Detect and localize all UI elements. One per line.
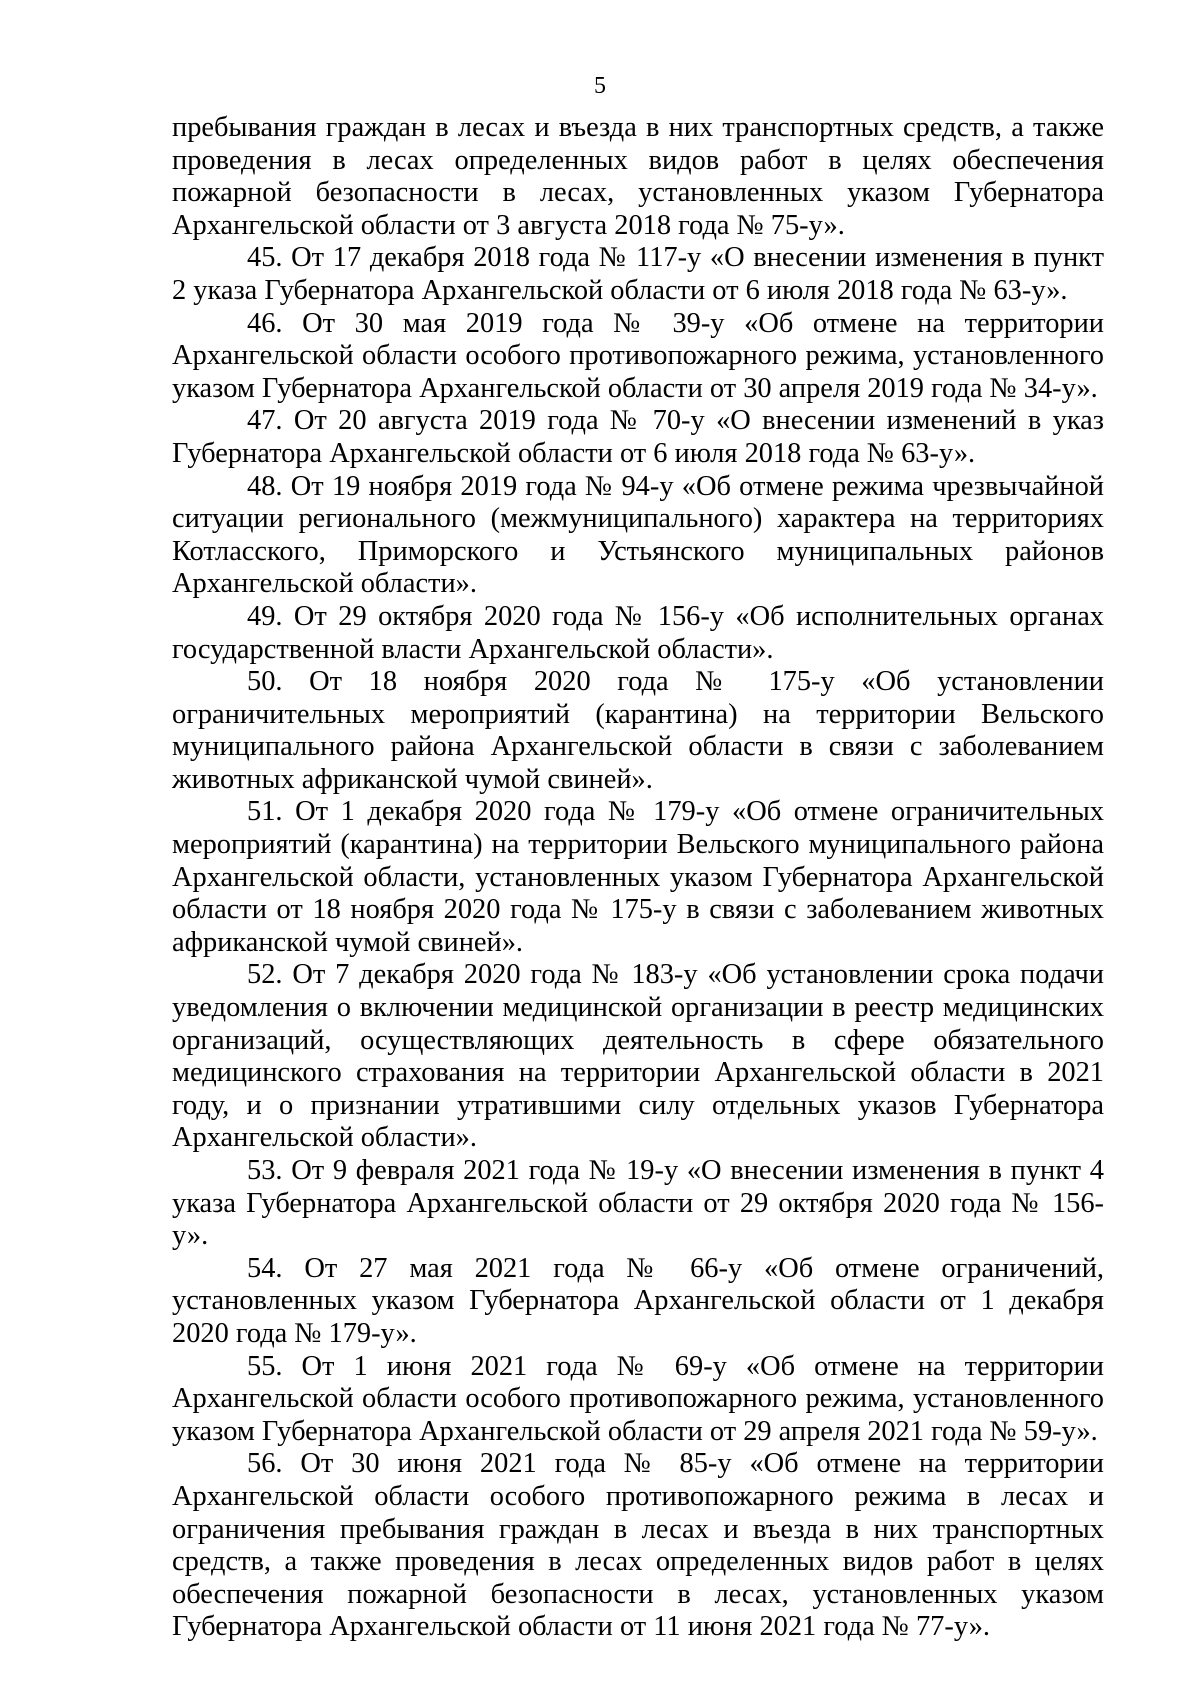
list-item-54: 54. От 27 мая 2021 года № 66-у «Об отмене ограничений, установленных указом Губернатора Архангельской области от 1 декабря 2020 года № 179-у». xyxy=(172,1252,1104,1349)
list-item-53: 53. От 9 февраля 2021 года № 19-у «О внесении изменения в пункт 4 указа Губернатора Архангельской области от 29 октября 2020 года № 156-у». xyxy=(172,1155,1104,1252)
page-number: 5 xyxy=(594,73,606,99)
list-item-51: 51. От 1 декабря 2020 года № 179-у «Об отмене ограничительных мероприятий (карантина) на территории Вельского муниципального района Архангельской области, установленных указом Губернатора Архангельской области от 18 ноября 2020 года № 175-у в связи с заболеванием животных африканской чумой свиней». xyxy=(172,796,1104,958)
list-item-56: 56. От 30 июня 2021 года № 85-у «Об отмене на территории Архангельской области особого противопожарного режима в лесах и ограничения пребывания граждан в лесах и въезда в них транспортных средств, а также проведения в лесах определенных видов работ в целях обеспечения пожарной безопасности в лесах, установленных указом Губернатора Архангельской области от 11 июня 2021 года № 77-у». xyxy=(172,1448,1104,1643)
list-item-50: 50. От 18 ноября 2020 года № 175-у «Об установлении ограничительных мероприятий (карантина) на территории Вельского муниципального района Архангельской области в связи с заболеванием животных африканской чумой свиней». xyxy=(172,666,1104,795)
list-item-47: 47. От 20 августа 2019 года № 70-у «О внесении изменений в указ Губернатора Архангельской области от 6 июля 2018 года № 63-у». xyxy=(172,405,1104,469)
list-item-46: 46. От 30 мая 2019 года № 39-у «Об отмене на территории Архангельской области особого противопожарного режима, установленного указом Губернатора Архангельской области от 30 апреля 2019 года № 34-у». xyxy=(172,307,1104,404)
list-item-49: 49. От 29 октября 2020 года № 156-у «Об исполнительных органах государственной власти Архангельской области». xyxy=(172,600,1104,665)
list-item-45: 45. От 17 декабря 2018 года № 117-у «О внесении изменения в пункт 2 указа Губернатора Архангельской области от 6 июля 2018 года № 63-у». xyxy=(172,242,1104,306)
list-item-55: 55. От 1 июня 2021 года № 69-у «Об отмене на территории Архангельской области особого противопожарного режима, установленного указом Губернатора Архангельской области от 29 апреля 2021 года № 59-у». xyxy=(172,1350,1104,1447)
list-item-48: 48. От 19 ноября 2019 года № 94-у «Об отмене режима чрезвычайной ситуации регионального (межмуниципального) характера на территориях Котласского, Приморского и Устьянского муниципальных районов Архангельской области». xyxy=(172,470,1104,600)
document-body xyxy=(172,112,1104,1644)
list-item-52: 52. От 7 декабря 2020 года № 183-у «Об установлении срока подачи уведомления о включении медицинской организации в реестр медицинских организаций, осуществляющих деятельность в сфере обязательного медицинского страхования на территории Архангельской области в 2021 году, и о признании утратившими силу отдельных указов Губернатора Архангельской области». xyxy=(172,959,1104,1154)
continuation-paragraph: пребывания граждан в лесах и въезда в них транспортных средств, а также проведения в лесах определенных видов работ в целях обеспечения пожарной безопасности в лесах, установленных указом Губернатора Архангельской области от 3 августа 2018 года № 75-у». xyxy=(172,112,1104,241)
